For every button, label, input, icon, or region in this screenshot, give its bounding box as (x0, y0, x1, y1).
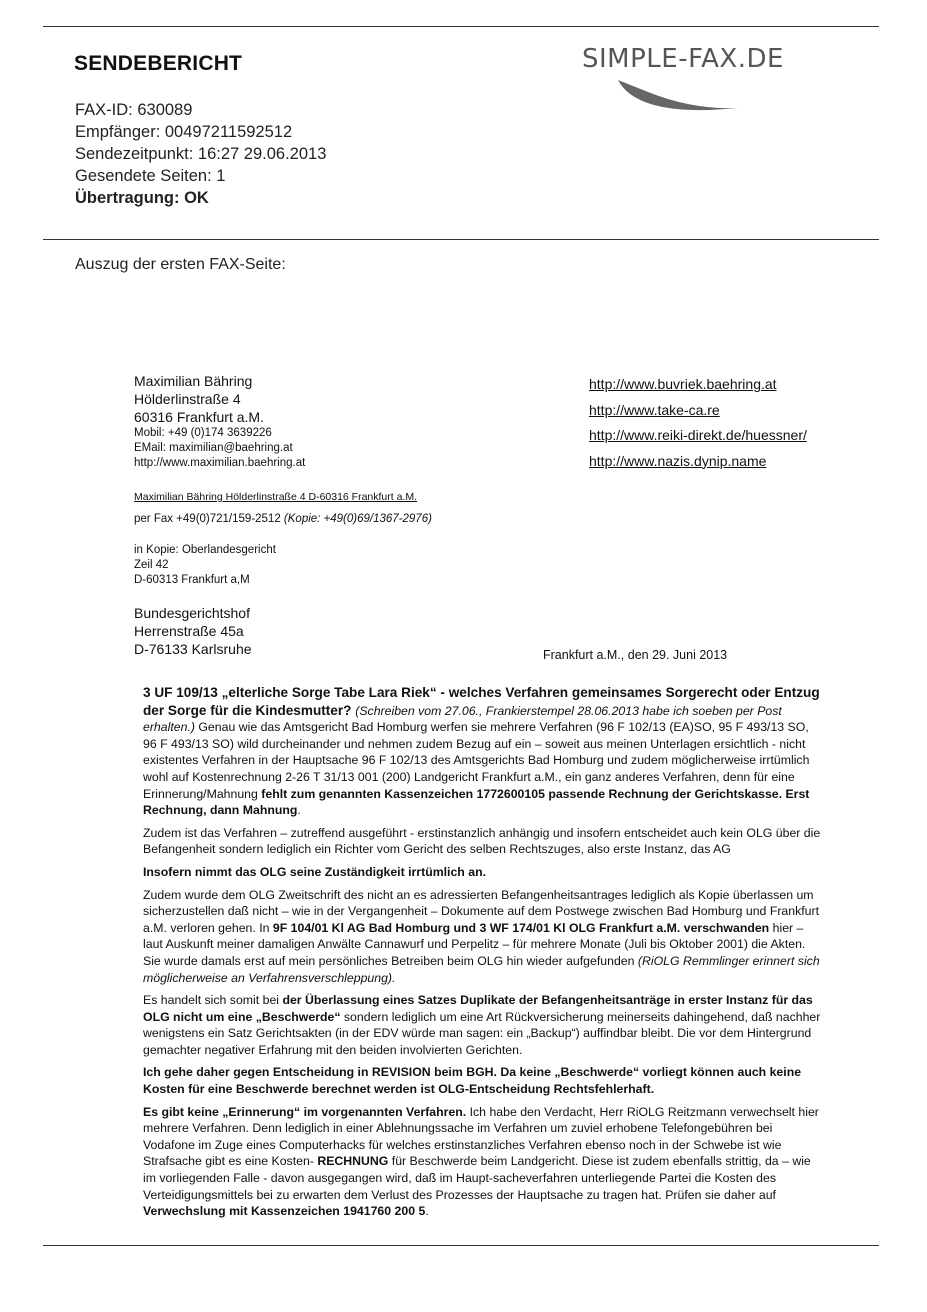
copy-line: in Kopie: Oberlandesgericht (134, 544, 276, 556)
sender-block (134, 372, 305, 471)
logo-swoosh (618, 80, 738, 110)
paragraph-text: hier – laut Auskunft meiner damaligen Anwälte Cannawurf und Perpelitz – für mehrere Monate (Juli bis Oktober 2001) die Akten. Sie wurde damals erst auf mein persönliches Betreiben beim OLG hin wieder aufgefunden (143, 920, 806, 968)
recipient-line: D-76133 Karlsruhe (134, 641, 252, 657)
logo-text: SIMPLE-FAX.DE (582, 44, 784, 74)
subject-line: 3 UF 109/13 „elterliche Sorge Tabe Lara Riek“ - welches Verfahren gemeinsames Sorgerecht oder Entzug der Sorge für die Kindesmutter? (143, 685, 820, 718)
paragraph (143, 992, 823, 1058)
bottom-rule (43, 1245, 879, 1246)
paragraph-text: für Beschwerde beim Landgericht. Diese ist zudem ebenfalls strittig, da – wie im vorliegenden Falle - davon ausgegangen wird, daß im Haupt-sacheverfahren unterliegende Partei die Kosten des Verteidigungsmittels bei zu erwarten dem Verlust des Prozesses der Hauptsache zu tragen hat. Prüfen sie daher auf (143, 1154, 811, 1202)
fax-line (134, 513, 432, 525)
paragraph-text: . (297, 803, 301, 818)
header-rule (43, 239, 879, 240)
paragraph-text: Ich habe den Verdacht, Herr RiOLG Reitzmann verwechselt hier mehrere Verfahren. Denn lediglich in einer Ablehnungssache im Verfahren um zuviel erhobene Telefongebühren bei Vodafone im Zuge eines Computerhacks für welches erstinstanzliches Verfahren ebenso noch in der Schwebe ist wie Strafsache gibt es eine Kosten- (143, 1104, 819, 1169)
link-item[interactable]: http://www.take-ca.re (589, 401, 720, 418)
paragraph-emphasis: Ich gehe daher gegen Entscheidung in REVISION beim BGH. Da keine „Beschwerde“ vorliegt können auch keine Kosten für eine Beschwerde berechnet werden ist OLG-Entscheidung Rechtsfehlerhaft. (143, 1065, 802, 1097)
top-rule (43, 26, 879, 27)
recipient-line: Herrenstraße 45a (134, 623, 244, 639)
copy-line: D-60313 Frankfurt a,M (134, 574, 250, 586)
link-item[interactable]: http://www.reiki-direkt.de/huessner/ (589, 427, 807, 443)
paragraph-text: . (425, 1204, 429, 1219)
sender-web: http://www.maximilian.baehring.at (134, 457, 306, 469)
fax-transmission: Übertragung: OK (75, 189, 209, 207)
return-address: Maximilian Bähring Hölderlinstraße 4 D-60316 Frankfurt a.M. (134, 491, 418, 503)
simple-fax-logo (578, 40, 868, 112)
paragraph (143, 684, 823, 819)
fax-number: per Fax +49(0)721/159-2512 (134, 513, 284, 525)
link-item[interactable]: http://www.buvriek.baehring.at (589, 376, 777, 392)
paragraph (143, 1064, 823, 1097)
sender-city: 60316 Frankfurt a.M. (134, 409, 264, 425)
date-line: Frankfurt a.M., den 29. Juni 2013 (543, 648, 728, 662)
report-title: SENDEBERICHT (74, 52, 243, 75)
fax-id: FAX-ID: 630089 (75, 101, 193, 119)
sender-name: Maximilian Bähring (134, 373, 253, 389)
letter-body (143, 684, 823, 1226)
paragraph (143, 1104, 823, 1220)
excerpt-label: Auszug der ersten FAX-Seite: (75, 256, 286, 273)
copy-line: Zeil 42 (134, 559, 169, 571)
paragraph-text: Genau wie das Amtsgericht Bad Homburg werfen sie mehrere Verfahren (96 F 102/13 (EA)SO, 95 F 493/13 SO, 96 F 493/13 SO) wild durcheinander und nehmen zudem Bezug auf ein – soweit aus meinen Unterlagen ersichtlich - nicht existentes Verfahren in der Hauptsache 96 F 102/13 des Amtsgerichts Bad Homburg und zudem möglicherweise irrtümlich wohl auf Kostenrechnung 2-26 T 31/13 001 (200) Landgericht Frankfurt a.M., ein ganz anderes Verfahren, denn für eine Erinnerung/Mahnung (143, 720, 810, 801)
fax-copy-number: (Kopie: +49(0)69/1367-2976) (283, 513, 432, 525)
paragraph-text: Es handelt sich somit bei (143, 993, 283, 1008)
subject-note: (Schreiben vom 27.06., Frankierstempel 28.06.2013 habe ich soeben per Post erhalten.) (143, 703, 782, 735)
recipient-address (134, 604, 252, 658)
paragraph-italic: (RiOLG Remmlinger erinnert sich möglicherweise an Verfahrensverschleppung). (143, 953, 820, 985)
paragraph-emphasis: Verwechslung mit Kassenzeichen 1941760 200 5 (143, 1204, 426, 1219)
paragraph-text: sondern lediglich um eine Art Rückversicherung meinerseits dahingehend, daß nachher wenigstens ein Satz Gerichtsakten (in der EDV würde man sagen: ein „Backup“) auffindbar bleibt. Die vor dem Hintergrund gemachter negativer Erfahrung mit den beiden involvierten Gerichten. (143, 1009, 821, 1057)
sender-mobile: Mobil: +49 (0)174 3639226 (134, 427, 272, 439)
fax-recipient: Empfänger: 00497211592512 (75, 123, 293, 141)
paragraph-emphasis: der Überlassung eines Satzes Duplikate der Befangenheitsanträge in erster Instanz für das OLG nicht um eine „Beschwerde“ (143, 993, 813, 1024)
paragraph-emphasis: fehlt zum genannten Kassenzeichen 1772600105 passende Rechnung der Gerichtskasse. Erst Rechnung, dann Mahnung (143, 786, 810, 818)
sender-street: Hölderlinstraße 4 (134, 391, 241, 407)
links-block (589, 372, 807, 474)
sender-email: EMail: maximilian@baehring.at (134, 442, 293, 454)
paragraph-emphasis: Insofern nimmt das OLG seine Zuständigkeit irrtümlich an. (143, 864, 487, 879)
paragraph-text: Zudem wurde dem OLG Zweitschrift des nicht an es adressierten Befangenheitsantrages lediglich als Kopie überlassen um sicherzustellen daß nicht – wie in der Vergangenheit – Dokumente auf dem Postwege zwischen Bad Homburg und Frankfurt a.M. verloren gehen. In (143, 887, 820, 935)
paragraph (143, 864, 823, 881)
paragraph (143, 887, 823, 987)
paragraph-emphasis: Es gibt keine „Erinnerung“ im vorgenannten Verfahren. (143, 1104, 467, 1119)
paragraph-emphasis: 9F 104/01 Kl AG Bad Homburg und 3 WF 174/01 Kl OLG Frankfurt a.M. verschwanden (272, 920, 770, 935)
fax-send-time: Sendezeitpunkt: 16:27 29.06.2013 (75, 145, 327, 163)
link-item[interactable]: http://www.nazis.dynip.name (589, 452, 767, 469)
copy-address (134, 543, 276, 588)
fax-pages: Gesendete Seiten: 1 (75, 167, 226, 185)
fax-meta (75, 99, 326, 209)
paragraph: Zudem ist das Verfahren – zutreffend ausgeführt - erstinstanzlich anhängig und insofern entscheidet auch kein OLG über die Befangenheit sondern lediglich ein Richter vom Gericht des selben Rechtszuges, also erste Instanz, das AG (143, 825, 821, 857)
paragraph-emphasis: RECHNUNG (317, 1154, 389, 1169)
recipient-line: Bundesgerichtshof (134, 605, 250, 621)
